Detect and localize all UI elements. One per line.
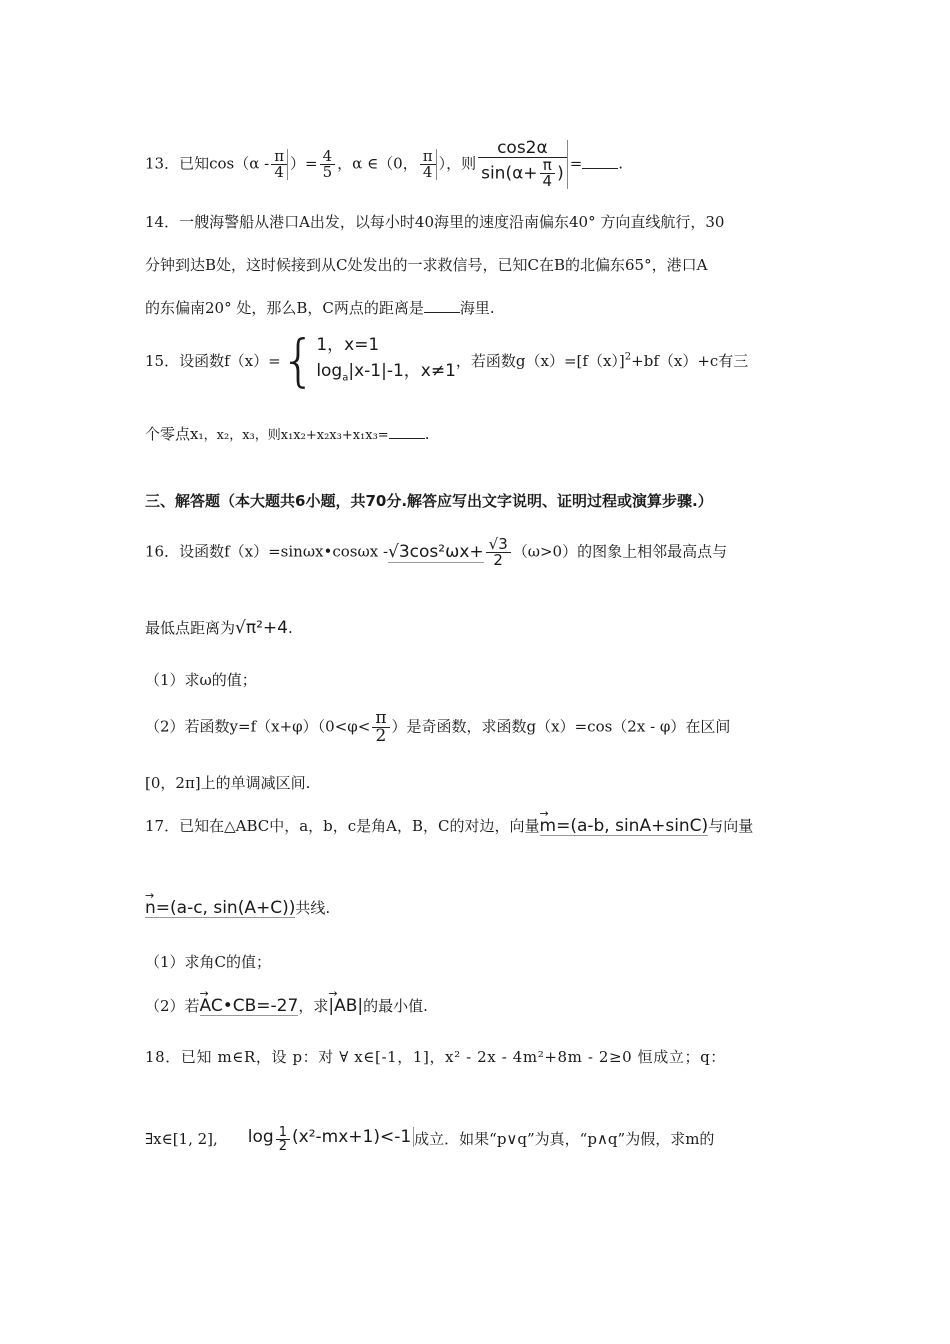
q17-text-c: 共线. [295, 899, 331, 917]
q13-equals: = [569, 154, 583, 173]
q16-text-a: 16．设函数f（x）=sinωx•cosωx - [145, 542, 389, 561]
q17-part-1: （1）求角C的值； [145, 953, 272, 971]
q13-text-d: ），则 [438, 154, 477, 173]
q17-dot-product: → AC•CB=-27 [200, 998, 299, 1016]
q13-text-b: ）= [290, 154, 318, 173]
q16-part-2-cont: [0，2π]上的单调减区间. [145, 774, 311, 792]
q15-case-2: $\log_a|x-1|-1$，x≠1 [316, 361, 456, 384]
q13-frac-4-5: $\frac{4}{5}$ [320, 149, 336, 180]
q16-frac: $\frac{√3}{2}$ [486, 537, 511, 568]
q17-part-2-text-b: ，求 [298, 997, 329, 1015]
q15-brace: { [280, 328, 317, 394]
q17-text-b: 与向量 [708, 817, 754, 835]
q13-text-a: 13．已知cos（α - [145, 154, 270, 173]
q16-text-b: （ω>0）的图象上相邻最高点与 [512, 542, 728, 561]
section-3-heading: 三、解答题（本大题共6小题，共70分.解答应写出文字说明、证明过程或演算步骤.） [145, 492, 713, 510]
q13-line [145, 140, 623, 189]
q15-cases [316, 332, 456, 391]
q15-sup: 2 [624, 351, 632, 363]
q13-text-c: ，α ∈（0， [337, 154, 418, 173]
q13-frac-pi-4-b: $\frac{\pi}{4}$ [420, 149, 437, 180]
q14-answer-blank [424, 300, 460, 313]
q14-line-1: 14．一艘海警船从港口A出发，以每小时40海里的速度沿南偏东40° 方向直线航行，30 [145, 213, 725, 231]
q15-text-a: 15．设函数f（x）= [145, 352, 281, 371]
q16-formula: √3cos²ωx+ [388, 541, 484, 562]
q15-case-1: 1，x=1 [316, 335, 380, 355]
q15-period: . [424, 425, 430, 443]
q17-line-1 [145, 818, 753, 836]
q18-line-2 [145, 1126, 714, 1153]
q16-part-1: （1）求ω的值； [145, 671, 257, 689]
q16-line-2 [145, 620, 293, 637]
q17-vector-n: → n=(a-c, sin(A+C)) [145, 900, 295, 918]
q14-line-2: 分钟到达B处，这时候接到从C处发出的一求救信号，已知C在B的北偏东65°，港口A [145, 256, 708, 274]
q13-frac-pi-4: $\frac{\pi}{4}$ [271, 149, 288, 180]
q14-line-3 [145, 300, 495, 316]
q16-frac-pi-2: $\frac{\pi}{2}$ [372, 710, 389, 745]
q14-text: 的东偏南20° 处，那么B，C两点的距离是 [145, 299, 424, 317]
q18-line-1: 18．已知 m∈R，设 p：对 ∀ x∈[-1，1]，x² - 2x - 4m²+8m - 2≥0 恒成立；q： [145, 1048, 726, 1066]
q16-line-1 [145, 537, 727, 568]
q13-big-frac: cos2α sin(α+ $\frac{\pi}{4}$ ) [478, 140, 568, 189]
q16-distance-formula: √π²+4 [235, 618, 288, 638]
q17-vector-m: → m=(a-b, sinA+sinC) [540, 818, 709, 836]
q13-answer-blank [582, 156, 618, 169]
q18-exists-text: ∃x∈[1, 2], [145, 1130, 218, 1148]
q18-log-inequality: log $\frac{1}{2}$ (x²-mx+1)<-1 [248, 1127, 414, 1147]
q16-period: . [287, 619, 293, 637]
q17-part-2-text-a: （2）若 [145, 997, 200, 1015]
q15-zeros-text: 个零点x [145, 425, 199, 443]
q16-part-2-text-a: （2）若函数y=f（x+φ）（0<φ< [145, 717, 371, 736]
q17-part-2 [145, 998, 428, 1016]
q17-ab-magnitude: → |AB| [328, 998, 363, 1015]
q16-distance-text: 最低点距离为 [145, 619, 236, 637]
q16-part-2-text-b: ）是奇函数，求函数g（x）=cos（2x - φ）在区间 [391, 717, 731, 736]
q15-line-1 [145, 328, 749, 394]
q17-text-a: 17．已知在△ABC中，a，b，c是角A，B，C的对边，向量 [145, 817, 540, 835]
q15-line-2 [145, 426, 429, 442]
q17-line-2 [145, 900, 330, 918]
q17-part-2-text-c: 的最小值. [363, 997, 428, 1015]
q18-text-b: 成立．如果“p∨q”为真，“p∧q”为假，求m的 [414, 1130, 715, 1148]
q16-part-2 [145, 710, 730, 745]
q13-period: . [618, 154, 624, 173]
q15-text-c: +bf（x）+c有三 [631, 352, 749, 371]
q15-text-b: ，若函数g（x）=[f（x）] [455, 352, 625, 371]
q15-answer-blank [389, 426, 425, 439]
q14-unit: 海里. [459, 299, 495, 317]
q15-zeros-expr: ₁，x₂，x₃，则x₁x₂+x₂x₃+x₁x₃= [198, 428, 389, 443]
